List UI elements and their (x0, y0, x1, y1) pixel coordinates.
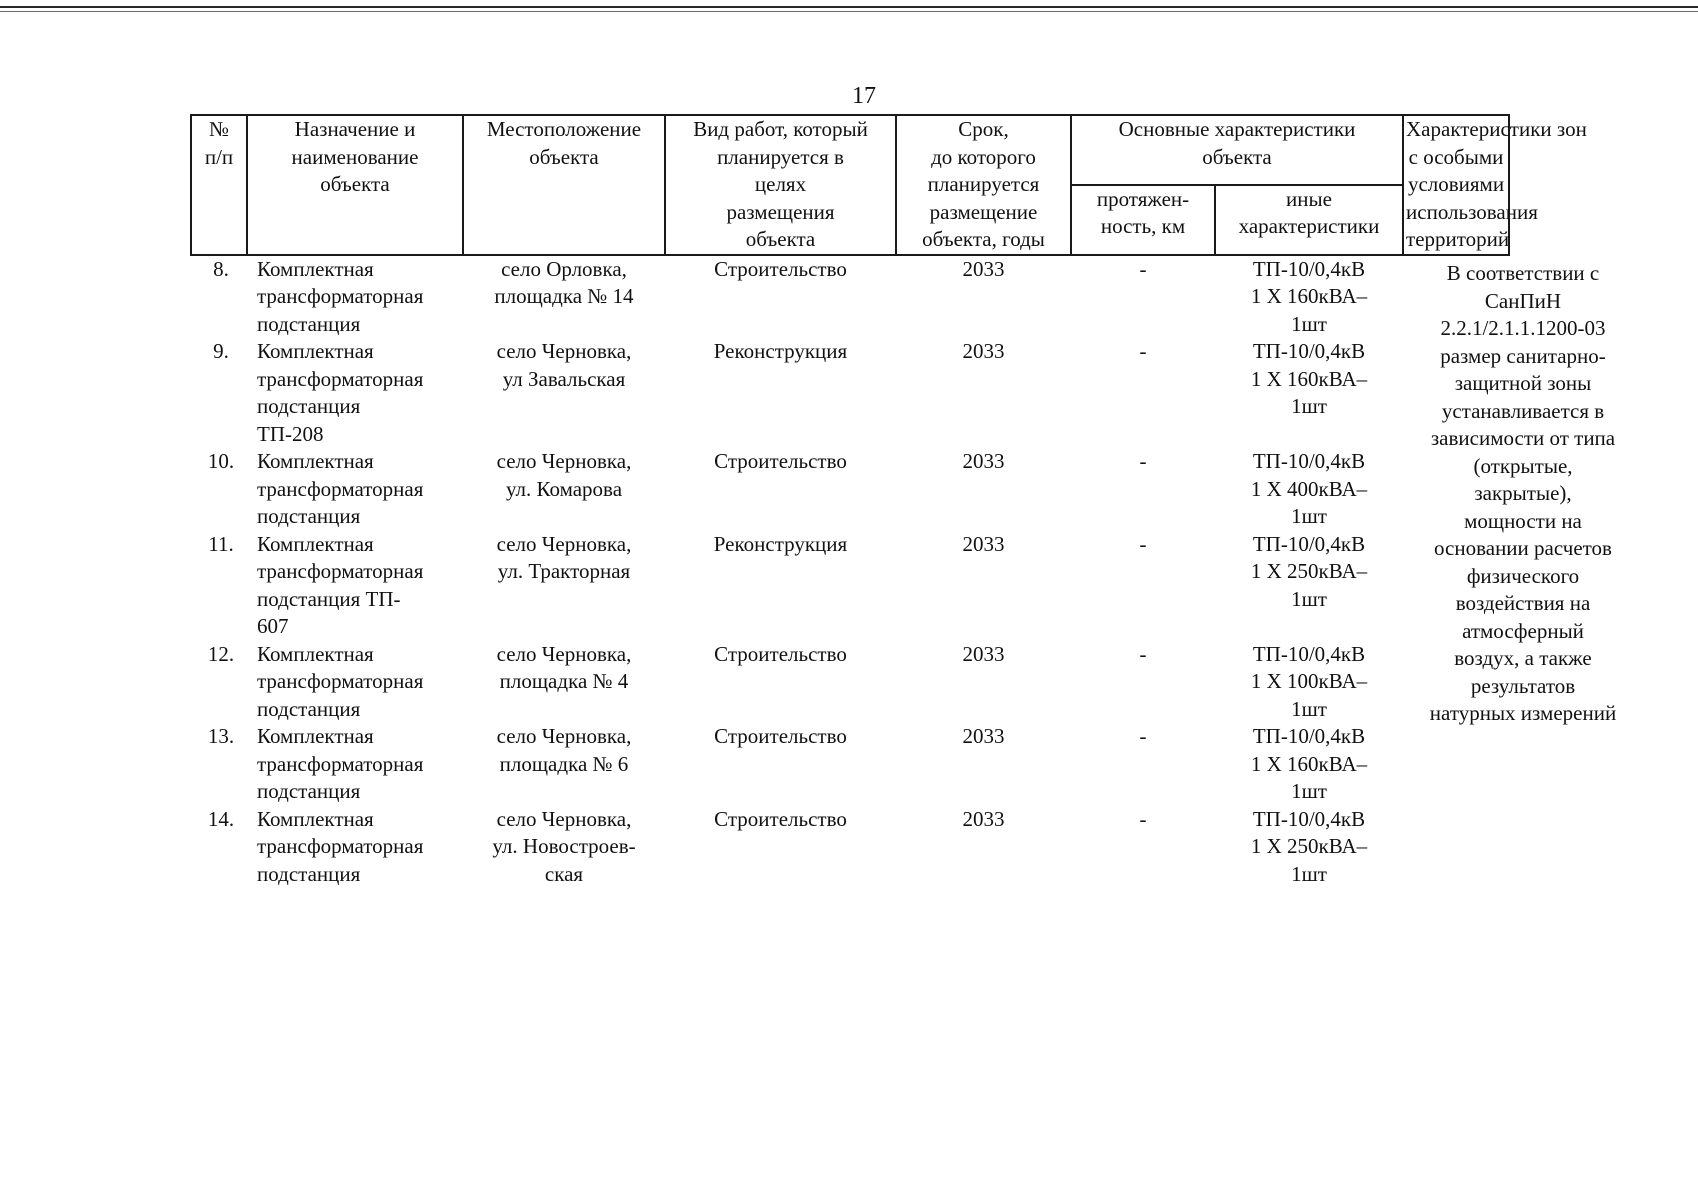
other-characteristics (1215, 531, 1403, 641)
text-line: объекта, годы (922, 227, 1045, 251)
table-row (191, 338, 1509, 448)
text-line: трансформаторная (257, 669, 424, 693)
text-line: зависимости от типа (1430, 426, 1616, 450)
row-number: 10. (207, 449, 235, 473)
deadline-year: 2033 (962, 806, 1005, 831)
text-line: объекта (529, 144, 599, 169)
text-line: планируется в (717, 144, 844, 169)
page-number: 17 (852, 83, 876, 109)
text-line: село Черновка, (496, 449, 632, 473)
table-row (191, 806, 1509, 889)
work-type: Реконструкция (713, 531, 848, 556)
text-line: трансформаторная (257, 834, 424, 858)
text-line: размещение (929, 199, 1038, 224)
text-line: Назначение и (294, 117, 416, 141)
text-line: трансформаторная (257, 366, 424, 391)
text-line: защитной зоны (1454, 371, 1592, 395)
text-line: Комплектная (257, 641, 374, 666)
object-name (247, 448, 463, 531)
text-line: В соответствии с (1446, 261, 1600, 285)
text-line: 1шт (1291, 779, 1327, 803)
work-type: Реконструкция (713, 339, 848, 363)
text-line: ТП-208 (257, 421, 324, 446)
object-name (247, 641, 463, 724)
length-km: - (1139, 339, 1147, 363)
row-number: 9. (213, 339, 229, 363)
text-line: подстанция (257, 504, 361, 528)
text-line: ул. Тракторная (497, 559, 631, 583)
text-line: размещения (726, 199, 835, 224)
row-number: 11. (208, 531, 234, 556)
work-type: Строительство (714, 724, 847, 748)
text-line: 1 Х 400кВА– (1250, 476, 1368, 501)
text-line: ТП-10/0,4кВ (1252, 531, 1366, 556)
text-line: 1 Х 160кВА– (1250, 284, 1368, 308)
object-name (247, 806, 463, 889)
text-line: Комплектная (257, 724, 374, 748)
object-name (247, 338, 463, 448)
header-main-characteristics (1071, 115, 1403, 185)
text-line: село Черновка, (496, 724, 632, 748)
text-line: № (208, 117, 230, 141)
object-location (463, 806, 665, 889)
text-line: использования (1406, 199, 1538, 224)
text-line: подстанция (257, 779, 361, 803)
text-line: объекта (320, 172, 390, 196)
table-row (191, 723, 1509, 806)
object-name (247, 531, 463, 641)
header-work (665, 115, 896, 255)
length-km: - (1139, 256, 1147, 281)
text-line: ская (544, 861, 584, 886)
header-deadline (896, 115, 1071, 255)
text-line: объекта (1202, 144, 1272, 169)
work-type: Строительство (714, 449, 847, 473)
other-characteristics (1215, 448, 1403, 531)
text-line: устанавливается в (1441, 398, 1605, 423)
work-type: Строительство (714, 256, 847, 281)
table-row (191, 531, 1509, 641)
text-line: село Черновка, (496, 641, 632, 666)
text-line: (открытые, (1473, 453, 1573, 478)
scan-edge-line-thin (0, 11, 1698, 12)
object-location (463, 723, 665, 806)
text-line: Основные характеристики (1118, 117, 1356, 141)
other-characteristics (1215, 255, 1403, 339)
text-line: целях (754, 172, 807, 196)
length-km: - (1139, 806, 1147, 831)
text-line: трансформаторная (257, 284, 424, 308)
text-line: 2.2.1/2.1.1.1200-03 (1440, 316, 1606, 340)
text-line: село Черновка, (496, 339, 632, 363)
text-line: 607 (257, 614, 289, 638)
text-line: размер санитарно- (1440, 343, 1606, 368)
text-line: ность, км (1100, 214, 1186, 239)
text-line: ул. Новостроев- (492, 834, 636, 858)
text-line: ТП-10/0,4кВ (1252, 256, 1366, 281)
text-line: 1 Х 160кВА– (1250, 751, 1368, 776)
text-line: Срок, (958, 117, 1009, 141)
object-location (463, 641, 665, 724)
other-characteristics (1215, 723, 1403, 806)
text-line: 1шт (1291, 696, 1327, 721)
text-line: до которого (931, 144, 1036, 169)
text-line: 1 Х 160кВА– (1250, 366, 1368, 391)
text-line: условиями (1407, 172, 1505, 196)
header-location (463, 115, 665, 255)
text-line: ТП-10/0,4кВ (1252, 339, 1366, 363)
deadline-year: 2033 (962, 531, 1005, 556)
deadline-year: 2033 (962, 339, 1005, 363)
header-length (1071, 185, 1215, 255)
text-line: с особыми (1408, 144, 1504, 169)
table-row (191, 448, 1509, 531)
text-line: подстанция (257, 696, 361, 721)
text-line: ТП-10/0,4кВ (1252, 806, 1366, 831)
header-zones (1403, 115, 1587, 255)
text-line: 1шт (1291, 394, 1327, 418)
work-type: Строительство (714, 641, 847, 666)
zones-description (1400, 260, 1646, 728)
text-line: планируется (927, 172, 1040, 196)
object-location (463, 448, 665, 531)
text-line: 1 Х 250кВА– (1250, 559, 1368, 583)
text-line: Вид работ, который (693, 117, 868, 141)
text-line: ул Завальская (502, 366, 626, 391)
text-line: иные (1286, 186, 1332, 211)
object-location (463, 338, 665, 448)
text-line: ТП-10/0,4кВ (1252, 724, 1366, 748)
text-line: воздействия на (1455, 591, 1591, 615)
text-line: объекта (745, 227, 816, 251)
other-characteristics (1215, 338, 1403, 448)
text-line: физического (1466, 563, 1580, 588)
text-line: характеристики (1238, 214, 1380, 239)
text-line: ул. Комарова (505, 476, 623, 501)
text-line: п/п (204, 144, 234, 169)
text-line: село Орловка, (501, 256, 627, 281)
object-name (247, 723, 463, 806)
text-line: ТП-10/0,4кВ (1252, 641, 1366, 666)
row-number: 13. (207, 724, 235, 748)
length-km: - (1139, 641, 1147, 666)
table-header (191, 115, 1587, 255)
header-name (247, 115, 463, 255)
object-location (463, 255, 665, 339)
deadline-year: 2033 (962, 641, 1005, 666)
length-km: - (1139, 531, 1147, 556)
text-line: 1 Х 250кВА– (1250, 834, 1368, 858)
header-num (191, 115, 247, 255)
text-line: атмосферный (1462, 618, 1584, 643)
row-number: 14. (207, 806, 235, 831)
scan-edge-line (0, 6, 1698, 8)
text-line: подстанция (257, 394, 361, 418)
text-line: село Черновка, (496, 806, 632, 831)
table-body (191, 255, 1509, 889)
other-characteristics (1215, 641, 1403, 724)
text-line: наименование (291, 144, 419, 169)
zones-cell (1403, 806, 1509, 889)
length-km: - (1139, 724, 1147, 748)
object-name (247, 255, 463, 339)
text-line: площадка № 6 (499, 751, 629, 776)
text-line: ТП-10/0,4кВ (1252, 449, 1366, 473)
other-characteristics (1215, 806, 1403, 889)
text-line: Комплектная (257, 806, 374, 831)
text-line: подстанция (257, 861, 361, 886)
text-line: территорий (1406, 227, 1510, 251)
text-line: трансформаторная (257, 476, 424, 501)
text-line: село Черновка, (496, 531, 632, 556)
text-line: подстанция ТП- (257, 586, 401, 611)
object-location (463, 531, 665, 641)
text-line: закрытые), (1474, 481, 1572, 505)
text-line: Местоположение (486, 117, 642, 141)
row-number: 8. (213, 256, 229, 281)
text-line: Комплектная (257, 531, 374, 556)
header-other-characteristics (1215, 185, 1403, 255)
work-type: Строительство (714, 806, 847, 831)
table-row (191, 641, 1509, 724)
text-line: натурных измерений (1429, 701, 1617, 725)
row-number: 12. (207, 641, 235, 666)
text-line: площадка № 14 (494, 284, 634, 308)
text-line: 1 Х 100кВА– (1250, 669, 1368, 693)
text-line: 1шт (1291, 861, 1327, 886)
deadline-year: 2033 (962, 724, 1005, 748)
text-line: мощности на (1464, 508, 1582, 533)
text-line: 1шт (1291, 504, 1327, 528)
zones-cell (1403, 723, 1509, 806)
text-line: СанПиН (1484, 288, 1562, 313)
length-km: - (1139, 449, 1147, 473)
text-line: Комплектная (257, 339, 374, 363)
text-line: Комплектная (257, 256, 374, 281)
deadline-year: 2033 (962, 449, 1005, 473)
text-line: трансформаторная (257, 751, 424, 776)
text-line: 1шт (1291, 311, 1327, 336)
text-line: результатов (1470, 673, 1576, 698)
table-row (191, 255, 1509, 339)
text-line: Комплектная (257, 449, 374, 473)
text-line: Характеристики зон (1406, 117, 1587, 141)
text-line: протяжен- (1096, 186, 1190, 211)
text-line: основании расчетов (1434, 536, 1612, 560)
text-line: подстанция (257, 311, 361, 336)
text-line: 1шт (1291, 586, 1327, 611)
text-line: площадка № 4 (499, 669, 629, 693)
deadline-year: 2033 (962, 256, 1005, 281)
text-line: воздух, а также (1454, 646, 1592, 670)
text-line: трансформаторная (257, 559, 424, 583)
